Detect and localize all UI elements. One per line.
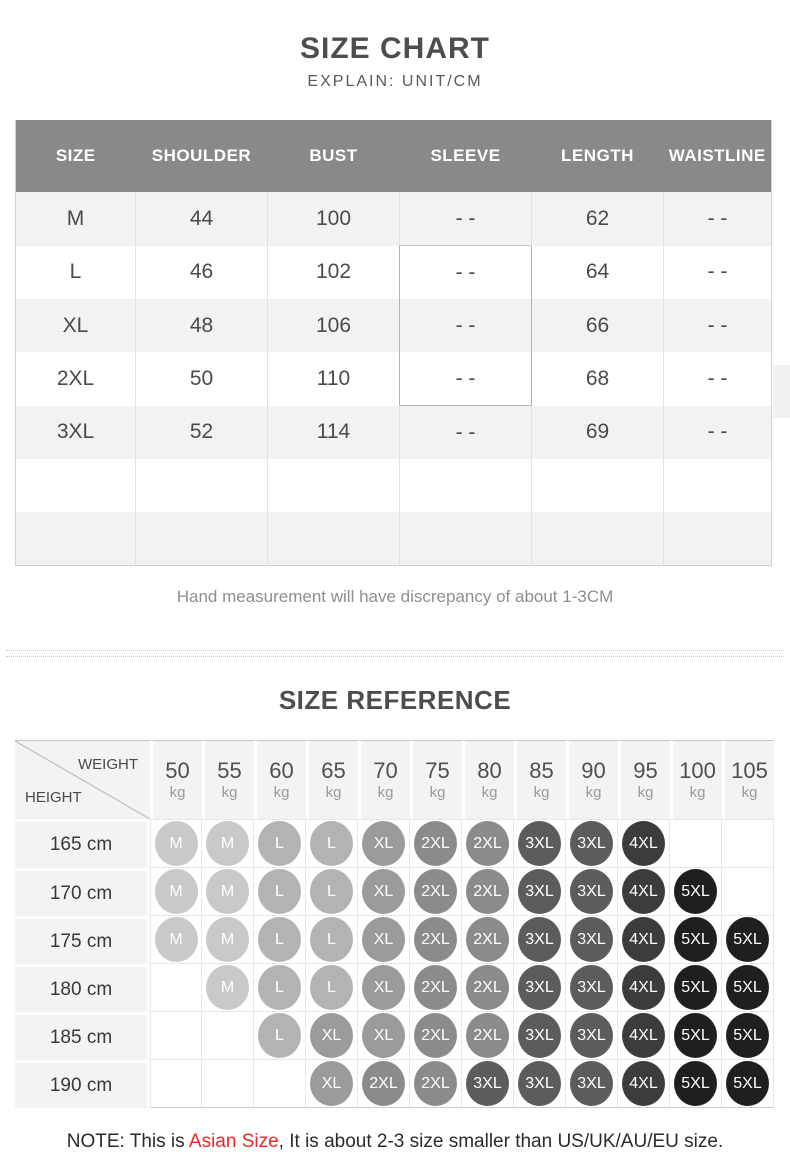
matrix-cell	[670, 1060, 722, 1108]
matrix-cell	[410, 819, 462, 868]
value-cell: - -	[664, 192, 772, 246]
size-badge: 2XL	[362, 1061, 405, 1106]
matrix-cell	[722, 1012, 774, 1060]
matrix-cell	[618, 916, 670, 964]
matrix-cell	[202, 916, 254, 964]
size-reference-row	[15, 964, 774, 1012]
size-chart-column-header: BUST	[268, 120, 400, 192]
matrix-cell	[722, 819, 774, 868]
weight-header	[202, 740, 254, 819]
size-badge: 5XL	[674, 1013, 717, 1058]
size-chart-column-header: WAISTLINE	[664, 120, 772, 192]
size-badge: M	[155, 917, 198, 962]
size-chart-column-header: SHOULDER	[136, 120, 268, 192]
value-cell	[400, 512, 532, 566]
value-cell: - -	[400, 352, 532, 406]
size-badge: 3XL	[570, 917, 613, 962]
value-cell: 69	[532, 406, 664, 460]
matrix-cell	[150, 964, 202, 1012]
weight-value: 95	[633, 758, 658, 783]
matrix-cell	[306, 868, 358, 916]
value-cell	[664, 512, 772, 566]
size-badge: 3XL	[518, 1061, 561, 1106]
weight-header	[566, 740, 618, 819]
value-cell: - -	[400, 246, 532, 300]
size-chart-row	[16, 459, 772, 512]
matrix-cell	[410, 868, 462, 916]
matrix-cell	[150, 819, 202, 868]
weight-unit: kg	[273, 784, 290, 801]
size-badge: M	[206, 821, 249, 866]
matrix-cell	[462, 1060, 514, 1108]
weight-value: 80	[477, 758, 502, 783]
size-chart-row	[16, 299, 772, 352]
matrix-cell	[306, 1012, 358, 1060]
corner-height-label: HEIGHT	[25, 789, 82, 806]
value-cell: 50	[136, 352, 268, 406]
value-cell: 110	[268, 352, 400, 406]
size-chart-row	[16, 192, 772, 246]
matrix-cell	[410, 916, 462, 964]
matrix-cell	[254, 868, 306, 916]
matrix-cell	[670, 964, 722, 1012]
height-header: 165 cm	[15, 819, 150, 868]
weight-header	[722, 740, 774, 819]
size-badge: L	[258, 965, 301, 1010]
value-cell: - -	[664, 352, 772, 406]
height-header: 170 cm	[15, 868, 150, 916]
matrix-cell	[306, 916, 358, 964]
weight-header	[670, 740, 722, 819]
matrix-cell	[670, 1012, 722, 1060]
size-badge: L	[258, 869, 301, 914]
footer-note-suffix: , It is about 2-3 size smaller than US/UK/AU/EU size.	[278, 1131, 724, 1152]
size-badge: L	[258, 821, 301, 866]
size-chart-header-row	[16, 120, 772, 192]
matrix-cell	[722, 868, 774, 916]
size-badge: 5XL	[726, 1013, 769, 1058]
size-badge: 3XL	[518, 965, 561, 1010]
weight-unit: kg	[481, 784, 498, 801]
size-reference-title: SIZE REFERENCE	[278, 685, 512, 715]
matrix-cell	[358, 819, 410, 868]
page-subtitle: EXPLAIN: UNIT/CM	[307, 73, 483, 90]
matrix-cell	[462, 868, 514, 916]
size-badge: 5XL	[674, 1061, 717, 1106]
weight-unit: kg	[533, 784, 550, 801]
matrix-cell	[566, 819, 618, 868]
size-badge: XL	[310, 1013, 353, 1058]
value-cell: 68	[532, 352, 664, 406]
size-cell: 2XL	[56, 366, 95, 390]
size-chart-row	[16, 512, 772, 566]
value-cell: - -	[664, 246, 772, 300]
size-badge: 3XL	[518, 917, 561, 962]
matrix-cell	[306, 819, 358, 868]
value-cell	[532, 512, 664, 566]
size-badge: 3XL	[570, 965, 613, 1010]
size-badge: 2XL	[414, 869, 457, 914]
value-cell: - -	[400, 299, 532, 352]
matrix-cell	[566, 868, 618, 916]
size-badge: 2XL	[414, 1013, 457, 1058]
weight-unit: kg	[741, 784, 758, 801]
size-badge: M	[155, 821, 198, 866]
weight-value: 65	[321, 758, 346, 783]
size-chart-row	[16, 352, 772, 406]
matrix-cell	[618, 819, 670, 868]
size-badge: 3XL	[518, 869, 561, 914]
matrix-cell	[670, 868, 722, 916]
size-reference-row	[15, 819, 774, 868]
matrix-cell	[202, 1060, 254, 1108]
value-cell: 100	[268, 192, 400, 246]
value-cell: 64	[532, 246, 664, 300]
size-badge: 5XL	[726, 917, 769, 962]
corner-cell	[15, 740, 150, 819]
size-badge: 4XL	[622, 869, 665, 914]
matrix-cell	[618, 964, 670, 1012]
size-badge: XL	[362, 917, 405, 962]
weight-value: 55	[217, 758, 242, 783]
size-badge: 4XL	[622, 965, 665, 1010]
dotted-divider	[6, 650, 784, 657]
value-cell: - -	[664, 406, 772, 460]
size-cell	[16, 512, 136, 566]
matrix-cell	[358, 1012, 410, 1060]
matrix-cell	[722, 964, 774, 1012]
footer-note-highlight: Asian Size	[188, 1131, 279, 1152]
matrix-cell	[358, 1060, 410, 1108]
size-reference-row	[15, 1012, 774, 1060]
size-badge: M	[206, 869, 249, 914]
weight-header	[618, 740, 670, 819]
matrix-cell	[514, 964, 566, 1012]
weight-value: 75	[425, 758, 450, 783]
matrix-cell	[514, 1060, 566, 1108]
size-badge: L	[258, 1013, 301, 1058]
value-cell	[664, 459, 772, 512]
size-badge: 5XL	[674, 965, 717, 1010]
size-badge: 2XL	[466, 821, 509, 866]
size-cell: XL	[62, 313, 89, 337]
matrix-cell	[462, 1012, 514, 1060]
size-badge: 4XL	[622, 917, 665, 962]
size-badge: 2XL	[414, 821, 457, 866]
matrix-cell	[566, 916, 618, 964]
size-badge: 4XL	[622, 1061, 665, 1106]
size-cell	[16, 459, 136, 512]
size-chart-row	[16, 246, 772, 300]
size-badge: 3XL	[466, 1061, 509, 1106]
matrix-cell	[150, 1012, 202, 1060]
matrix-cell	[410, 1060, 462, 1108]
matrix-cell	[150, 868, 202, 916]
matrix-cell	[150, 1060, 202, 1108]
size-badge: 5XL	[674, 869, 717, 914]
matrix-cell	[150, 916, 202, 964]
size-cell: 3XL	[56, 420, 95, 444]
size-reference-header-row	[15, 740, 774, 819]
size-badge: 5XL	[726, 965, 769, 1010]
weight-value: 85	[529, 758, 554, 783]
weight-header	[254, 740, 306, 819]
matrix-cell	[462, 964, 514, 1012]
size-reference-body	[15, 819, 774, 1108]
value-cell	[136, 459, 268, 512]
value-cell	[268, 459, 400, 512]
value-cell: 62	[532, 192, 664, 246]
size-badge: 2XL	[466, 1013, 509, 1058]
matrix-cell	[514, 1012, 566, 1060]
size-chart-row	[16, 406, 772, 460]
corner-weight-label: WEIGHT	[78, 756, 138, 773]
matrix-cell	[202, 964, 254, 1012]
value-cell	[532, 459, 664, 512]
weight-unit: kg	[377, 784, 394, 801]
matrix-cell	[566, 964, 618, 1012]
size-badge: XL	[362, 869, 405, 914]
size-badge: 2XL	[414, 965, 457, 1010]
value-cell: 66	[532, 299, 664, 352]
size-reference-row	[15, 1060, 774, 1108]
size-reference-table	[15, 740, 774, 1108]
matrix-cell	[410, 964, 462, 1012]
matrix-cell	[410, 1012, 462, 1060]
size-badge: 3XL	[570, 1013, 613, 1058]
value-cell	[400, 459, 532, 512]
weight-header	[358, 740, 410, 819]
matrix-cell	[514, 819, 566, 868]
height-header: 175 cm	[15, 916, 150, 964]
size-badge: 4XL	[622, 821, 665, 866]
matrix-cell	[462, 916, 514, 964]
weight-value: 90	[581, 758, 606, 783]
size-badge: M	[206, 965, 249, 1010]
matrix-cell	[514, 916, 566, 964]
matrix-cell	[514, 868, 566, 916]
weight-unit: kg	[325, 784, 342, 801]
weight-header	[410, 740, 462, 819]
weight-header	[514, 740, 566, 819]
size-badge: L	[310, 965, 353, 1010]
size-badge: 5XL	[674, 917, 717, 962]
weight-unit: kg	[637, 784, 654, 801]
value-cell: - -	[664, 299, 772, 352]
matrix-cell	[722, 1060, 774, 1108]
weight-value: 105	[731, 758, 768, 783]
matrix-cell	[358, 916, 410, 964]
size-badge: 5XL	[726, 1061, 769, 1106]
size-badge: 3XL	[518, 1013, 561, 1058]
value-cell: 48	[136, 299, 268, 352]
matrix-cell	[566, 1012, 618, 1060]
value-cell	[136, 512, 268, 566]
value-cell: 106	[268, 299, 400, 352]
matrix-cell	[254, 964, 306, 1012]
size-cell: M	[66, 206, 85, 230]
matrix-cell	[358, 964, 410, 1012]
footer-note-prefix: NOTE: This is	[66, 1131, 189, 1152]
value-cell: 114	[268, 406, 400, 460]
matrix-cell	[670, 819, 722, 868]
size-badge: 3XL	[570, 869, 613, 914]
page-title: SIZE CHART	[300, 32, 490, 65]
matrix-cell	[254, 819, 306, 868]
matrix-cell	[618, 1060, 670, 1108]
matrix-cell	[722, 916, 774, 964]
matrix-cell	[618, 868, 670, 916]
matrix-cell	[202, 868, 254, 916]
size-badge: 2XL	[414, 1061, 457, 1106]
size-chart-column-header: SLEEVE	[400, 120, 532, 192]
size-badge: 4XL	[622, 1013, 665, 1058]
matrix-cell	[358, 868, 410, 916]
matrix-cell	[254, 1060, 306, 1108]
weight-unit: kg	[169, 784, 186, 801]
weight-unit: kg	[585, 784, 602, 801]
weight-unit: kg	[429, 784, 446, 801]
weight-value: 70	[373, 758, 398, 783]
height-header: 185 cm	[15, 1012, 150, 1060]
size-badge: L	[310, 869, 353, 914]
size-cell: L	[69, 260, 82, 284]
value-cell	[268, 512, 400, 566]
size-badge: XL	[362, 821, 405, 866]
matrix-cell	[670, 916, 722, 964]
matrix-cell	[254, 916, 306, 964]
matrix-cell	[462, 819, 514, 868]
footer-note	[0, 1130, 790, 1154]
weight-header	[150, 740, 202, 819]
value-cell: - -	[400, 192, 532, 246]
matrix-cell	[618, 1012, 670, 1060]
weight-value: 100	[679, 758, 716, 783]
weight-unit: kg	[689, 784, 706, 801]
height-header: 190 cm	[15, 1060, 150, 1108]
weight-unit: kg	[221, 784, 238, 801]
size-badge: 2XL	[466, 917, 509, 962]
size-reference-row	[15, 916, 774, 964]
matrix-cell	[202, 819, 254, 868]
weight-value: 60	[269, 758, 294, 783]
size-badge: 2XL	[414, 917, 457, 962]
size-badge: XL	[362, 965, 405, 1010]
size-badge: L	[258, 917, 301, 962]
size-badge: XL	[362, 1013, 405, 1058]
height-header: 180 cm	[15, 964, 150, 1012]
size-chart-body	[16, 192, 772, 566]
matrix-cell	[254, 1012, 306, 1060]
matrix-cell	[202, 1012, 254, 1060]
size-badge: 2XL	[466, 869, 509, 914]
diagonal-line-icon	[15, 741, 150, 819]
matrix-cell	[566, 1060, 618, 1108]
matrix-cell	[306, 964, 358, 1012]
matrix-cell	[306, 1060, 358, 1108]
weight-value: 50	[165, 758, 190, 783]
weight-header	[306, 740, 358, 819]
size-badge: M	[206, 917, 249, 962]
size-badge: M	[155, 869, 198, 914]
measurement-note: Hand measurement will have discrepancy of about 1-3CM	[176, 587, 614, 606]
value-cell: 44	[136, 192, 268, 246]
size-chart-column-header: SIZE	[16, 120, 136, 192]
value-cell: 52	[136, 406, 268, 460]
size-chart-table	[15, 120, 772, 566]
value-cell: 102	[268, 246, 400, 300]
size-badge: L	[310, 821, 353, 866]
size-reference-row	[15, 868, 774, 916]
size-badge: 3XL	[518, 821, 561, 866]
size-chart-column-header: LENGTH	[532, 120, 664, 192]
size-badge: 3XL	[570, 821, 613, 866]
value-cell: - -	[400, 406, 532, 460]
size-badge: XL	[310, 1061, 353, 1106]
right-edge-artifact	[773, 365, 790, 418]
value-cell: 46	[136, 246, 268, 300]
size-badge: 3XL	[570, 1061, 613, 1106]
size-badge: L	[310, 917, 353, 962]
weight-header	[462, 740, 514, 819]
size-badge: 2XL	[466, 965, 509, 1010]
